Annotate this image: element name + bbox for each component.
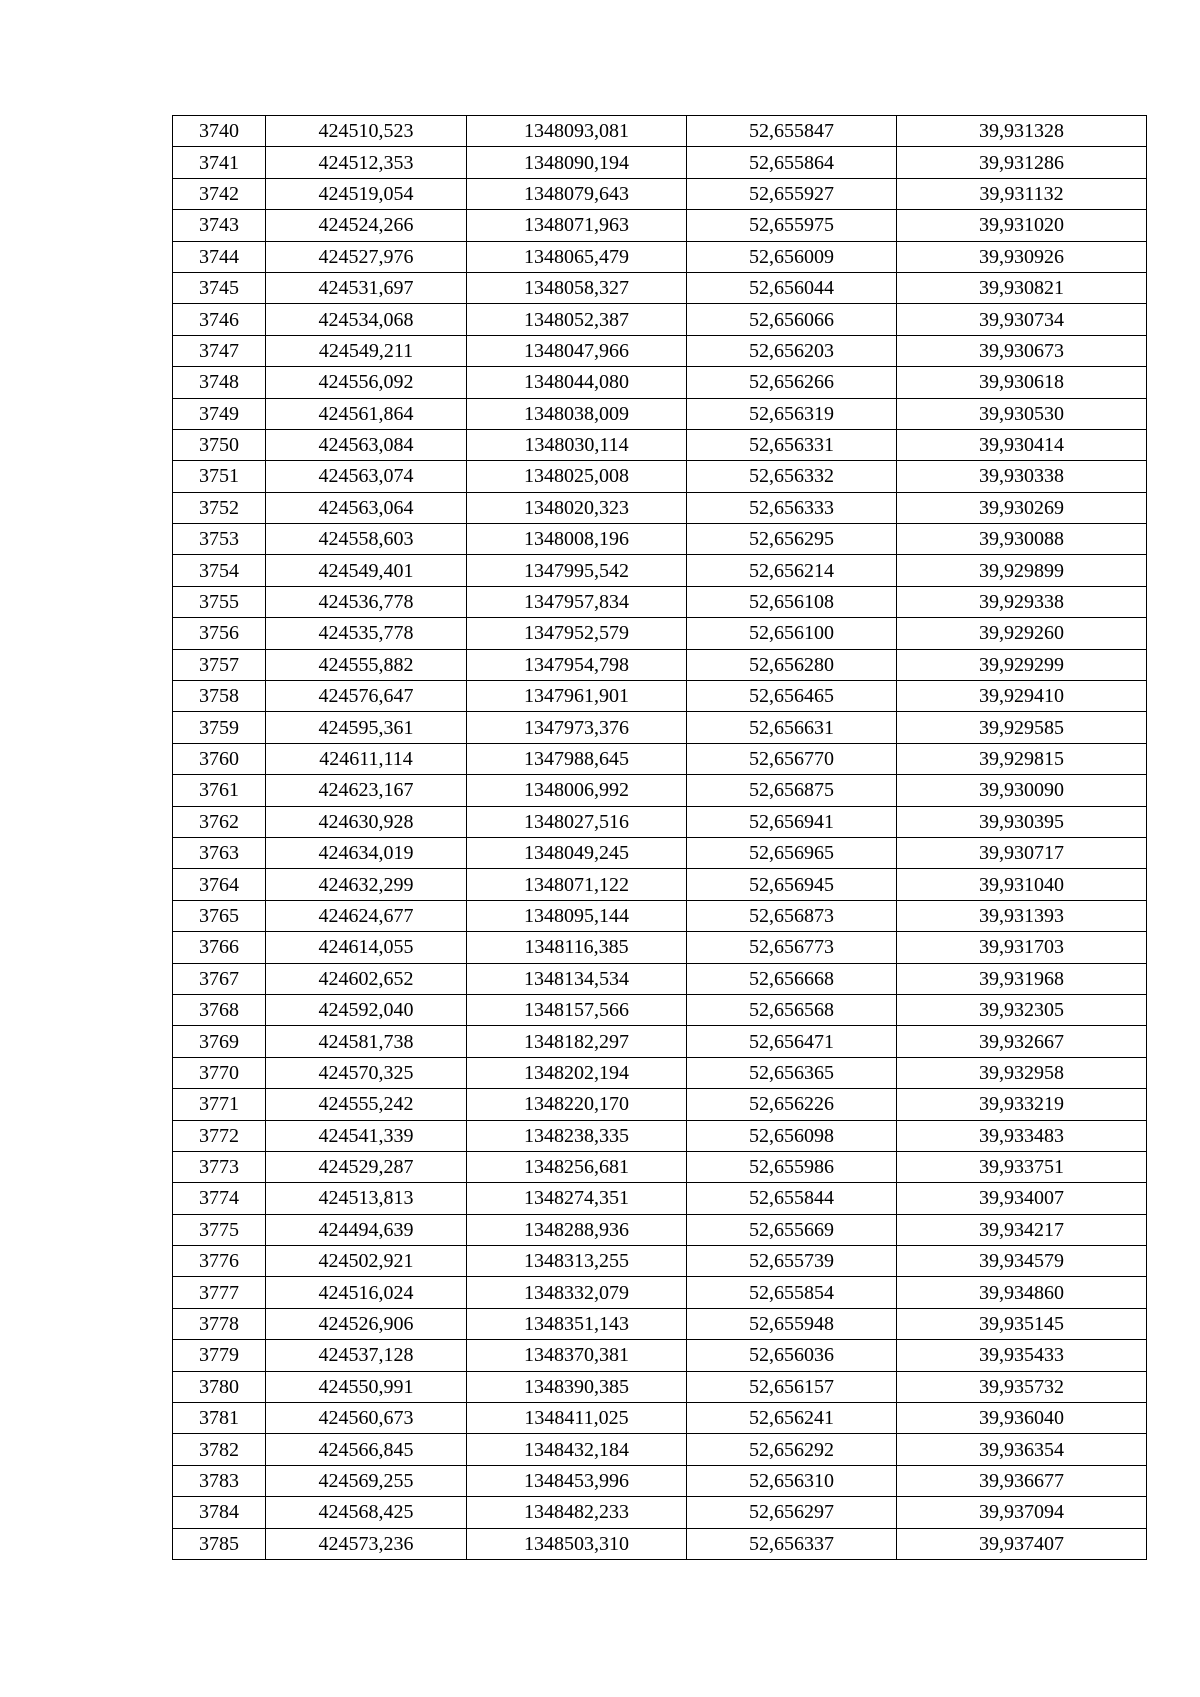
latitude-cell: 52,655975 [687, 210, 897, 241]
point-number-cell: 3740 [173, 116, 266, 147]
x-coordinate-cell: 424632,299 [266, 869, 467, 900]
y-coordinate-cell: 1348090,194 [467, 147, 687, 178]
latitude-cell: 52,655986 [687, 1151, 897, 1182]
point-number-cell: 3746 [173, 304, 266, 335]
longitude-cell: 39,932305 [897, 994, 1147, 1025]
y-coordinate-cell: 1348116,385 [467, 932, 687, 963]
longitude-cell: 39,930530 [897, 398, 1147, 429]
longitude-cell: 39,936040 [897, 1403, 1147, 1434]
table-row [173, 837, 1147, 868]
x-coordinate-cell: 424534,068 [266, 304, 467, 335]
latitude-cell: 52,656241 [687, 1403, 897, 1434]
longitude-cell: 39,933219 [897, 1089, 1147, 1120]
y-coordinate-cell: 1348058,327 [467, 272, 687, 303]
latitude-cell: 52,656465 [687, 681, 897, 712]
y-coordinate-cell: 1347973,376 [467, 712, 687, 743]
point-number-cell: 3778 [173, 1308, 266, 1339]
table-row [173, 1183, 1147, 1214]
y-coordinate-cell: 1348351,143 [467, 1308, 687, 1339]
y-coordinate-cell: 1348052,387 [467, 304, 687, 335]
latitude-cell: 52,655927 [687, 178, 897, 209]
latitude-cell: 52,656873 [687, 900, 897, 931]
table-row [173, 304, 1147, 335]
longitude-cell: 39,935145 [897, 1308, 1147, 1339]
latitude-cell: 52,656100 [687, 618, 897, 649]
longitude-cell: 39,929410 [897, 681, 1147, 712]
x-coordinate-cell: 424513,813 [266, 1183, 467, 1214]
longitude-cell: 39,930821 [897, 272, 1147, 303]
point-number-cell: 3769 [173, 1026, 266, 1057]
table-row [173, 272, 1147, 303]
x-coordinate-cell: 424623,167 [266, 775, 467, 806]
point-number-cell: 3773 [173, 1151, 266, 1182]
longitude-cell: 39,929260 [897, 618, 1147, 649]
x-coordinate-cell: 424494,639 [266, 1214, 467, 1245]
point-number-cell: 3747 [173, 335, 266, 366]
x-coordinate-cell: 424550,991 [266, 1371, 467, 1402]
y-coordinate-cell: 1348238,335 [467, 1120, 687, 1151]
y-coordinate-cell: 1348065,479 [467, 241, 687, 272]
y-coordinate-cell: 1347961,901 [467, 681, 687, 712]
point-number-cell: 3781 [173, 1403, 266, 1434]
y-coordinate-cell: 1348411,025 [467, 1403, 687, 1434]
longitude-cell: 39,929585 [897, 712, 1147, 743]
y-coordinate-cell: 1348020,323 [467, 492, 687, 523]
table-row [173, 1214, 1147, 1245]
point-number-cell: 3755 [173, 586, 266, 617]
latitude-cell: 52,655739 [687, 1246, 897, 1277]
table-row [173, 1026, 1147, 1057]
y-coordinate-cell: 1348049,245 [467, 837, 687, 868]
latitude-cell: 52,656009 [687, 241, 897, 272]
y-coordinate-cell: 1348095,144 [467, 900, 687, 931]
x-coordinate-cell: 424535,778 [266, 618, 467, 649]
table-row [173, 681, 1147, 712]
x-coordinate-cell: 424602,652 [266, 963, 467, 994]
longitude-cell: 39,930734 [897, 304, 1147, 335]
longitude-cell: 39,930926 [897, 241, 1147, 272]
x-coordinate-cell: 424527,976 [266, 241, 467, 272]
longitude-cell: 39,930673 [897, 335, 1147, 366]
point-number-cell: 3776 [173, 1246, 266, 1277]
point-number-cell: 3753 [173, 524, 266, 555]
y-coordinate-cell: 1348482,233 [467, 1497, 687, 1528]
table-row [173, 1497, 1147, 1528]
point-number-cell: 3780 [173, 1371, 266, 1402]
x-coordinate-cell: 424555,242 [266, 1089, 467, 1120]
x-coordinate-cell: 424502,921 [266, 1246, 467, 1277]
y-coordinate-cell: 1348030,114 [467, 429, 687, 460]
y-coordinate-cell: 1348182,297 [467, 1026, 687, 1057]
latitude-cell: 52,655948 [687, 1308, 897, 1339]
table-row [173, 147, 1147, 178]
latitude-cell: 52,656941 [687, 806, 897, 837]
table-row [173, 1340, 1147, 1371]
x-coordinate-cell: 424560,673 [266, 1403, 467, 1434]
latitude-cell: 52,656044 [687, 272, 897, 303]
latitude-cell: 52,655844 [687, 1183, 897, 1214]
y-coordinate-cell: 1348256,681 [467, 1151, 687, 1182]
point-number-cell: 3762 [173, 806, 266, 837]
longitude-cell: 39,934860 [897, 1277, 1147, 1308]
y-coordinate-cell: 1348025,008 [467, 461, 687, 492]
y-coordinate-cell: 1347954,798 [467, 649, 687, 680]
longitude-cell: 39,937407 [897, 1528, 1147, 1559]
longitude-cell: 39,929338 [897, 586, 1147, 617]
latitude-cell: 52,656295 [687, 524, 897, 555]
point-number-cell: 3784 [173, 1497, 266, 1528]
latitude-cell: 52,656203 [687, 335, 897, 366]
longitude-cell: 39,932667 [897, 1026, 1147, 1057]
table-row [173, 775, 1147, 806]
table-row [173, 429, 1147, 460]
table-row [173, 178, 1147, 209]
point-number-cell: 3761 [173, 775, 266, 806]
longitude-cell: 39,934007 [897, 1183, 1147, 1214]
y-coordinate-cell: 1348453,996 [467, 1465, 687, 1496]
y-coordinate-cell: 1348071,963 [467, 210, 687, 241]
latitude-cell: 52,656631 [687, 712, 897, 743]
point-number-cell: 3782 [173, 1434, 266, 1465]
longitude-cell: 39,930090 [897, 775, 1147, 806]
point-number-cell: 3767 [173, 963, 266, 994]
table-row [173, 335, 1147, 366]
longitude-cell: 39,931040 [897, 869, 1147, 900]
latitude-cell: 52,656292 [687, 1434, 897, 1465]
latitude-cell: 52,656319 [687, 398, 897, 429]
x-coordinate-cell: 424558,603 [266, 524, 467, 555]
table-row [173, 963, 1147, 994]
table-row [173, 1120, 1147, 1151]
longitude-cell: 39,931328 [897, 116, 1147, 147]
point-number-cell: 3771 [173, 1089, 266, 1120]
x-coordinate-cell: 424568,425 [266, 1497, 467, 1528]
latitude-cell: 52,656310 [687, 1465, 897, 1496]
x-coordinate-cell: 424541,339 [266, 1120, 467, 1151]
x-coordinate-cell: 424624,677 [266, 900, 467, 931]
longitude-cell: 39,930717 [897, 837, 1147, 868]
latitude-cell: 52,656332 [687, 461, 897, 492]
latitude-cell: 52,656108 [687, 586, 897, 617]
longitude-cell: 39,930395 [897, 806, 1147, 837]
point-number-cell: 3774 [173, 1183, 266, 1214]
x-coordinate-cell: 424516,024 [266, 1277, 467, 1308]
y-coordinate-cell: 1348313,255 [467, 1246, 687, 1277]
point-number-cell: 3752 [173, 492, 266, 523]
y-coordinate-cell: 1348202,194 [467, 1057, 687, 1088]
latitude-cell: 52,656365 [687, 1057, 897, 1088]
x-coordinate-cell: 424526,906 [266, 1308, 467, 1339]
longitude-cell: 39,930269 [897, 492, 1147, 523]
latitude-cell: 52,656280 [687, 649, 897, 680]
table-row [173, 367, 1147, 398]
latitude-cell: 52,656098 [687, 1120, 897, 1151]
y-coordinate-cell: 1348047,966 [467, 335, 687, 366]
point-number-cell: 3759 [173, 712, 266, 743]
table-row [173, 1434, 1147, 1465]
point-number-cell: 3777 [173, 1277, 266, 1308]
table-row [173, 806, 1147, 837]
longitude-cell: 39,929815 [897, 743, 1147, 774]
point-number-cell: 3741 [173, 147, 266, 178]
point-number-cell: 3760 [173, 743, 266, 774]
latitude-cell: 52,656331 [687, 429, 897, 460]
x-coordinate-cell: 424555,882 [266, 649, 467, 680]
latitude-cell: 52,655669 [687, 1214, 897, 1245]
latitude-cell: 52,656036 [687, 1340, 897, 1371]
y-coordinate-cell: 1348274,351 [467, 1183, 687, 1214]
point-number-cell: 3783 [173, 1465, 266, 1496]
point-number-cell: 3775 [173, 1214, 266, 1245]
table-row [173, 586, 1147, 617]
latitude-cell: 52,656214 [687, 555, 897, 586]
latitude-cell: 52,656668 [687, 963, 897, 994]
x-coordinate-cell: 424529,287 [266, 1151, 467, 1182]
table-row [173, 1403, 1147, 1434]
table-row [173, 1308, 1147, 1339]
latitude-cell: 52,656770 [687, 743, 897, 774]
latitude-cell: 52,656875 [687, 775, 897, 806]
x-coordinate-cell: 424569,255 [266, 1465, 467, 1496]
point-number-cell: 3756 [173, 618, 266, 649]
y-coordinate-cell: 1348390,385 [467, 1371, 687, 1402]
point-number-cell: 3742 [173, 178, 266, 209]
longitude-cell: 39,931286 [897, 147, 1147, 178]
table-row [173, 1465, 1147, 1496]
table-row [173, 618, 1147, 649]
y-coordinate-cell: 1348093,081 [467, 116, 687, 147]
longitude-cell: 39,931703 [897, 932, 1147, 963]
latitude-cell: 52,655854 [687, 1277, 897, 1308]
longitude-cell: 39,931968 [897, 963, 1147, 994]
x-coordinate-cell: 424570,325 [266, 1057, 467, 1088]
longitude-cell: 39,933751 [897, 1151, 1147, 1182]
x-coordinate-cell: 424563,064 [266, 492, 467, 523]
longitude-cell: 39,930088 [897, 524, 1147, 555]
point-number-cell: 3772 [173, 1120, 266, 1151]
point-number-cell: 3764 [173, 869, 266, 900]
table-row [173, 1151, 1147, 1182]
table-row [173, 994, 1147, 1025]
table-row [173, 398, 1147, 429]
point-number-cell: 3765 [173, 900, 266, 931]
longitude-cell: 39,936677 [897, 1465, 1147, 1496]
point-number-cell: 3763 [173, 837, 266, 868]
x-coordinate-cell: 424634,019 [266, 837, 467, 868]
point-number-cell: 3779 [173, 1340, 266, 1371]
longitude-cell: 39,931132 [897, 178, 1147, 209]
y-coordinate-cell: 1348079,643 [467, 178, 687, 209]
x-coordinate-cell: 424614,055 [266, 932, 467, 963]
x-coordinate-cell: 424536,778 [266, 586, 467, 617]
latitude-cell: 52,656337 [687, 1528, 897, 1559]
point-number-cell: 3745 [173, 272, 266, 303]
table-row [173, 712, 1147, 743]
y-coordinate-cell: 1347952,579 [467, 618, 687, 649]
y-coordinate-cell: 1347995,542 [467, 555, 687, 586]
y-coordinate-cell: 1348288,936 [467, 1214, 687, 1245]
latitude-cell: 52,656297 [687, 1497, 897, 1528]
longitude-cell: 39,930618 [897, 367, 1147, 398]
table-row [173, 524, 1147, 555]
point-number-cell: 3758 [173, 681, 266, 712]
x-coordinate-cell: 424510,523 [266, 116, 467, 147]
longitude-cell: 39,933483 [897, 1120, 1147, 1151]
table-row [173, 1277, 1147, 1308]
latitude-cell: 52,656266 [687, 367, 897, 398]
y-coordinate-cell: 1348432,184 [467, 1434, 687, 1465]
point-number-cell: 3754 [173, 555, 266, 586]
x-coordinate-cell: 424549,401 [266, 555, 467, 586]
longitude-cell: 39,934579 [897, 1246, 1147, 1277]
point-number-cell: 3744 [173, 241, 266, 272]
x-coordinate-cell: 424566,845 [266, 1434, 467, 1465]
y-coordinate-cell: 1348134,534 [467, 963, 687, 994]
latitude-cell: 52,656157 [687, 1371, 897, 1402]
longitude-cell: 39,934217 [897, 1214, 1147, 1245]
table-row [173, 555, 1147, 586]
x-coordinate-cell: 424519,054 [266, 178, 467, 209]
longitude-cell: 39,935433 [897, 1340, 1147, 1371]
table-row [173, 743, 1147, 774]
longitude-cell: 39,935732 [897, 1371, 1147, 1402]
point-number-cell: 3743 [173, 210, 266, 241]
x-coordinate-cell: 424524,266 [266, 210, 467, 241]
y-coordinate-cell: 1348008,196 [467, 524, 687, 555]
table-row [173, 210, 1147, 241]
latitude-cell: 52,656226 [687, 1089, 897, 1120]
x-coordinate-cell: 424576,647 [266, 681, 467, 712]
latitude-cell: 52,656471 [687, 1026, 897, 1057]
point-number-cell: 3770 [173, 1057, 266, 1088]
y-coordinate-cell: 1348220,170 [467, 1089, 687, 1120]
point-number-cell: 3748 [173, 367, 266, 398]
y-coordinate-cell: 1348332,079 [467, 1277, 687, 1308]
latitude-cell: 52,656773 [687, 932, 897, 963]
y-coordinate-cell: 1348044,080 [467, 367, 687, 398]
y-coordinate-cell: 1348038,009 [467, 398, 687, 429]
x-coordinate-cell: 424556,092 [266, 367, 467, 398]
table-row [173, 869, 1147, 900]
table-row [173, 900, 1147, 931]
latitude-cell: 52,656066 [687, 304, 897, 335]
table-row [173, 492, 1147, 523]
longitude-cell: 39,931020 [897, 210, 1147, 241]
latitude-cell: 52,656333 [687, 492, 897, 523]
x-coordinate-cell: 424563,084 [266, 429, 467, 460]
x-coordinate-cell: 424611,114 [266, 743, 467, 774]
x-coordinate-cell: 424595,361 [266, 712, 467, 743]
y-coordinate-cell: 1347988,645 [467, 743, 687, 774]
x-coordinate-cell: 424537,128 [266, 1340, 467, 1371]
point-number-cell: 3750 [173, 429, 266, 460]
longitude-cell: 39,936354 [897, 1434, 1147, 1465]
y-coordinate-cell: 1347957,834 [467, 586, 687, 617]
table-row [173, 1371, 1147, 1402]
table-row [173, 116, 1147, 147]
latitude-cell: 52,656965 [687, 837, 897, 868]
y-coordinate-cell: 1348157,566 [467, 994, 687, 1025]
table-row [173, 241, 1147, 272]
table-row [173, 1246, 1147, 1277]
coordinates-table [172, 115, 1147, 1560]
x-coordinate-cell: 424581,738 [266, 1026, 467, 1057]
point-number-cell: 3768 [173, 994, 266, 1025]
longitude-cell: 39,930414 [897, 429, 1147, 460]
longitude-cell: 39,932958 [897, 1057, 1147, 1088]
latitude-cell: 52,656568 [687, 994, 897, 1025]
latitude-cell: 52,655864 [687, 147, 897, 178]
table-row [173, 932, 1147, 963]
point-number-cell: 3751 [173, 461, 266, 492]
table-row [173, 1528, 1147, 1559]
point-number-cell: 3766 [173, 932, 266, 963]
latitude-cell: 52,656945 [687, 869, 897, 900]
y-coordinate-cell: 1348071,122 [467, 869, 687, 900]
longitude-cell: 39,929899 [897, 555, 1147, 586]
y-coordinate-cell: 1348027,516 [467, 806, 687, 837]
table-row [173, 461, 1147, 492]
point-number-cell: 3785 [173, 1528, 266, 1559]
point-number-cell: 3749 [173, 398, 266, 429]
x-coordinate-cell: 424549,211 [266, 335, 467, 366]
table-row [173, 1089, 1147, 1120]
y-coordinate-cell: 1348006,992 [467, 775, 687, 806]
x-coordinate-cell: 424630,928 [266, 806, 467, 837]
x-coordinate-cell: 424561,864 [266, 398, 467, 429]
x-coordinate-cell: 424531,697 [266, 272, 467, 303]
longitude-cell: 39,930338 [897, 461, 1147, 492]
longitude-cell: 39,929299 [897, 649, 1147, 680]
coordinates-table-body [173, 116, 1147, 1560]
point-number-cell: 3757 [173, 649, 266, 680]
x-coordinate-cell: 424512,353 [266, 147, 467, 178]
x-coordinate-cell: 424592,040 [266, 994, 467, 1025]
longitude-cell: 39,931393 [897, 900, 1147, 931]
x-coordinate-cell: 424563,074 [266, 461, 467, 492]
table-row [173, 649, 1147, 680]
y-coordinate-cell: 1348503,310 [467, 1528, 687, 1559]
table-row [173, 1057, 1147, 1088]
longitude-cell: 39,937094 [897, 1497, 1147, 1528]
y-coordinate-cell: 1348370,381 [467, 1340, 687, 1371]
x-coordinate-cell: 424573,236 [266, 1528, 467, 1559]
latitude-cell: 52,655847 [687, 116, 897, 147]
